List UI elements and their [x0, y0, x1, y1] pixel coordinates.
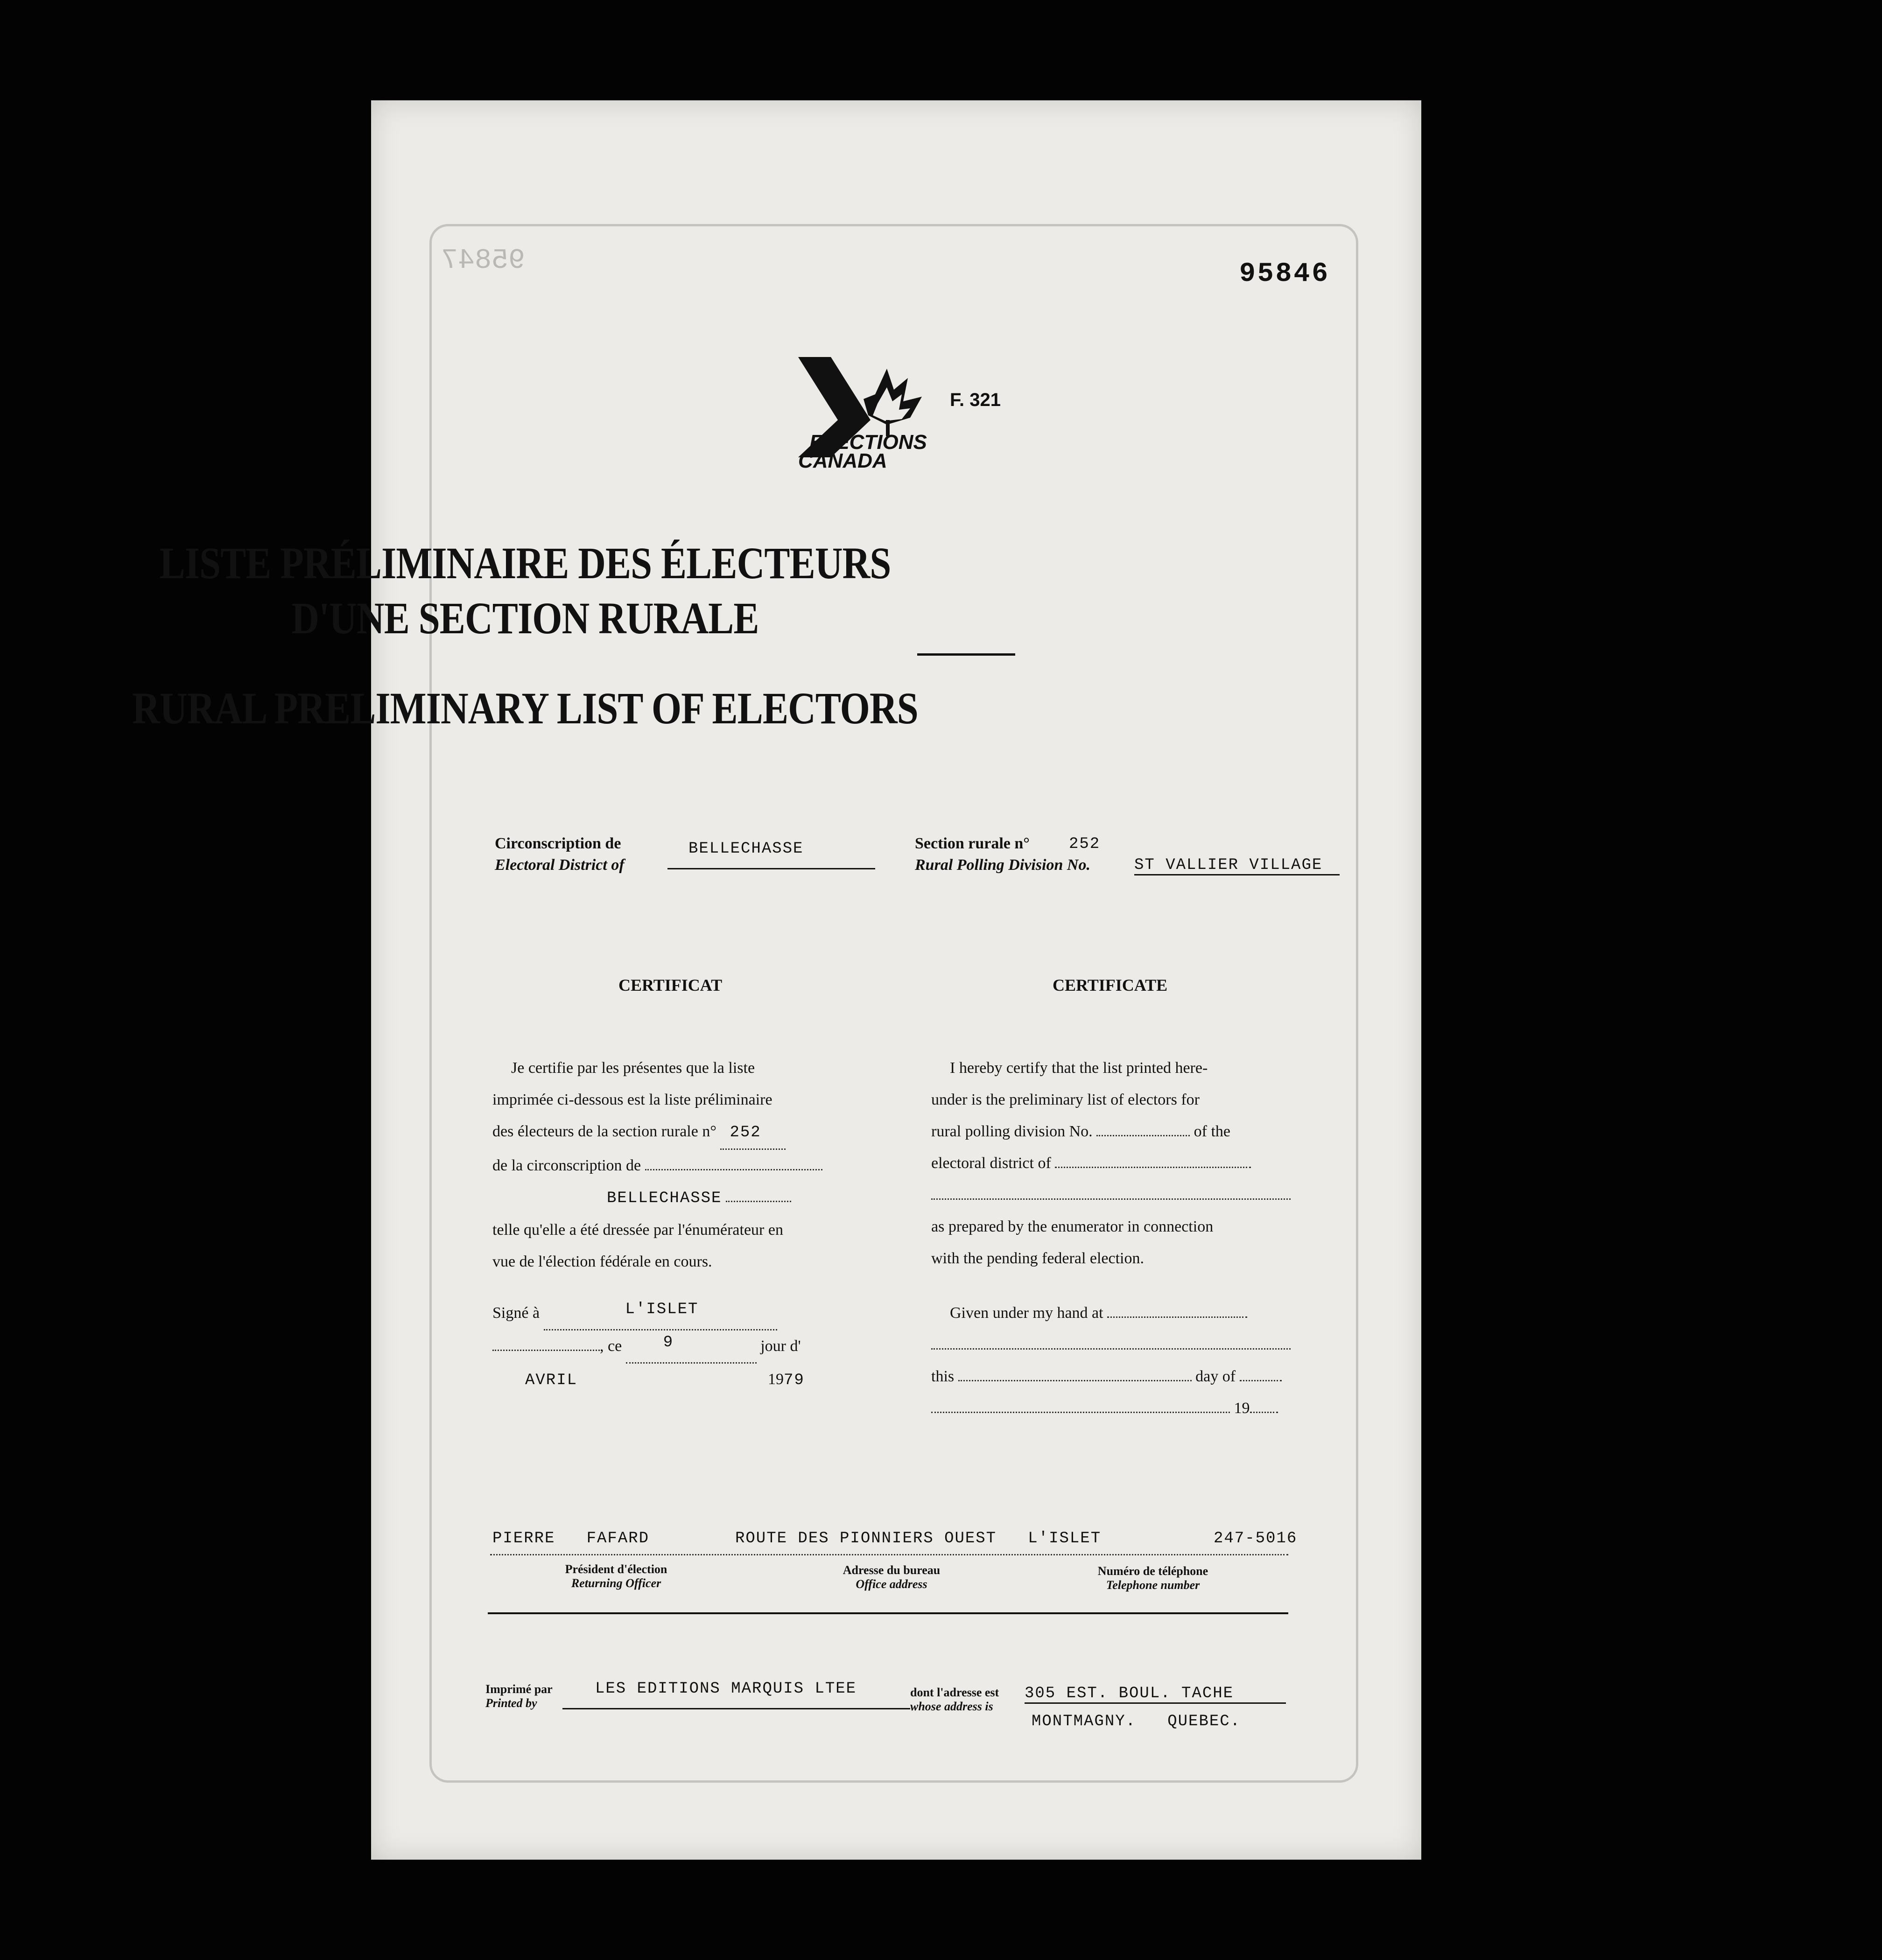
- signed-year-value: 79: [784, 1372, 805, 1389]
- section-number-value: 252: [1069, 835, 1101, 853]
- serial-number: 95846: [1239, 259, 1330, 289]
- title-divider: [917, 653, 1015, 656]
- title-french-line1: LISTE PRÉLIMINAIRE DES ÉLECTEURS: [159, 538, 891, 588]
- printer-name-field: [562, 1680, 910, 1709]
- office-address-label: Adresse du bureau Office address: [843, 1563, 941, 1591]
- certificat-signature: Signé à L'ISLET , ce 9 jour d' AVRIL 1979: [492, 1297, 866, 1396]
- district-field: [667, 840, 875, 869]
- certificat-section-number: 252: [730, 1124, 761, 1141]
- section-divider: [488, 1612, 1288, 1614]
- returning-officer-phone: 247-5016: [1214, 1530, 1298, 1547]
- certificat-text: Je certifie par les présentes que la liste imprimée ci-dessous est la liste préliminaire des électeurs de la section rurale n° 252 de la circonscription de BELLECHASSE telle qu'elle a été dressée par l'énumérateur en vue de l'élection fédérale en cours.: [492, 1052, 857, 1278]
- section-label: Section rurale n° Rural Polling Division No.: [915, 835, 1090, 874]
- signed-month-value: AVRIL: [525, 1372, 578, 1389]
- returning-officer-address: ROUTE DES PIONNIERS OUEST L'ISLET: [735, 1530, 1102, 1547]
- title-french-line2: D'UNE SECTION RURALE: [291, 593, 759, 643]
- district-value: BELLECHASSE: [688, 840, 804, 858]
- certificate-signature: Given under my hand at this day of 19: [931, 1297, 1305, 1424]
- title-english: RURAL PRELIMINARY LIST OF ELECTORS: [132, 683, 918, 733]
- printer-address-line2: MONTMAGNY. QUEBEC.: [1032, 1713, 1241, 1730]
- logo-text-elections: ELECTIONS: [809, 431, 927, 454]
- printer-address-label: dont l'adresse est whose address is: [910, 1686, 999, 1713]
- bleed-serial-number: 95847: [441, 245, 526, 277]
- certificat-heading: CERTIFICAT: [618, 976, 723, 994]
- title-french: [74, 536, 977, 646]
- signed-day-value: 9: [663, 1334, 674, 1351]
- logo-text-canada: CANADA: [798, 449, 887, 472]
- district-label: Circonscription de Electoral District of: [495, 835, 625, 874]
- returning-officer-line: [490, 1554, 1288, 1555]
- certificate-text: I hereby certify that the list printed here- under is the preliminary list of electors for rural polling division No. of the electoral district of as prepared by the enumerator in connection with the pending federal election.: [931, 1052, 1295, 1274]
- telephone-label: Numéro de téléphone Telephone number: [1097, 1564, 1208, 1592]
- elections-canada-logo: [794, 350, 943, 490]
- printed-by-label: Imprimé par Printed by: [485, 1682, 553, 1710]
- signed-place-value: L'ISLET: [625, 1301, 699, 1318]
- printer-address-line1: 305 EST. BOUL. TACHE: [1025, 1685, 1286, 1704]
- printer-name: LES EDITIONS MARQUIS LTEE: [595, 1680, 857, 1698]
- form-number: F. 321: [950, 390, 1001, 410]
- returning-officer-label: Président d'élection Returning Officer: [565, 1562, 667, 1590]
- certificate-heading: CERTIFICATE: [1053, 976, 1168, 994]
- returning-officer-name: PIERRE FAFARD: [492, 1530, 650, 1547]
- certificat-district: BELLECHASSE: [607, 1190, 722, 1207]
- section-name-value: ST VALLIER VILLAGE: [1134, 856, 1340, 875]
